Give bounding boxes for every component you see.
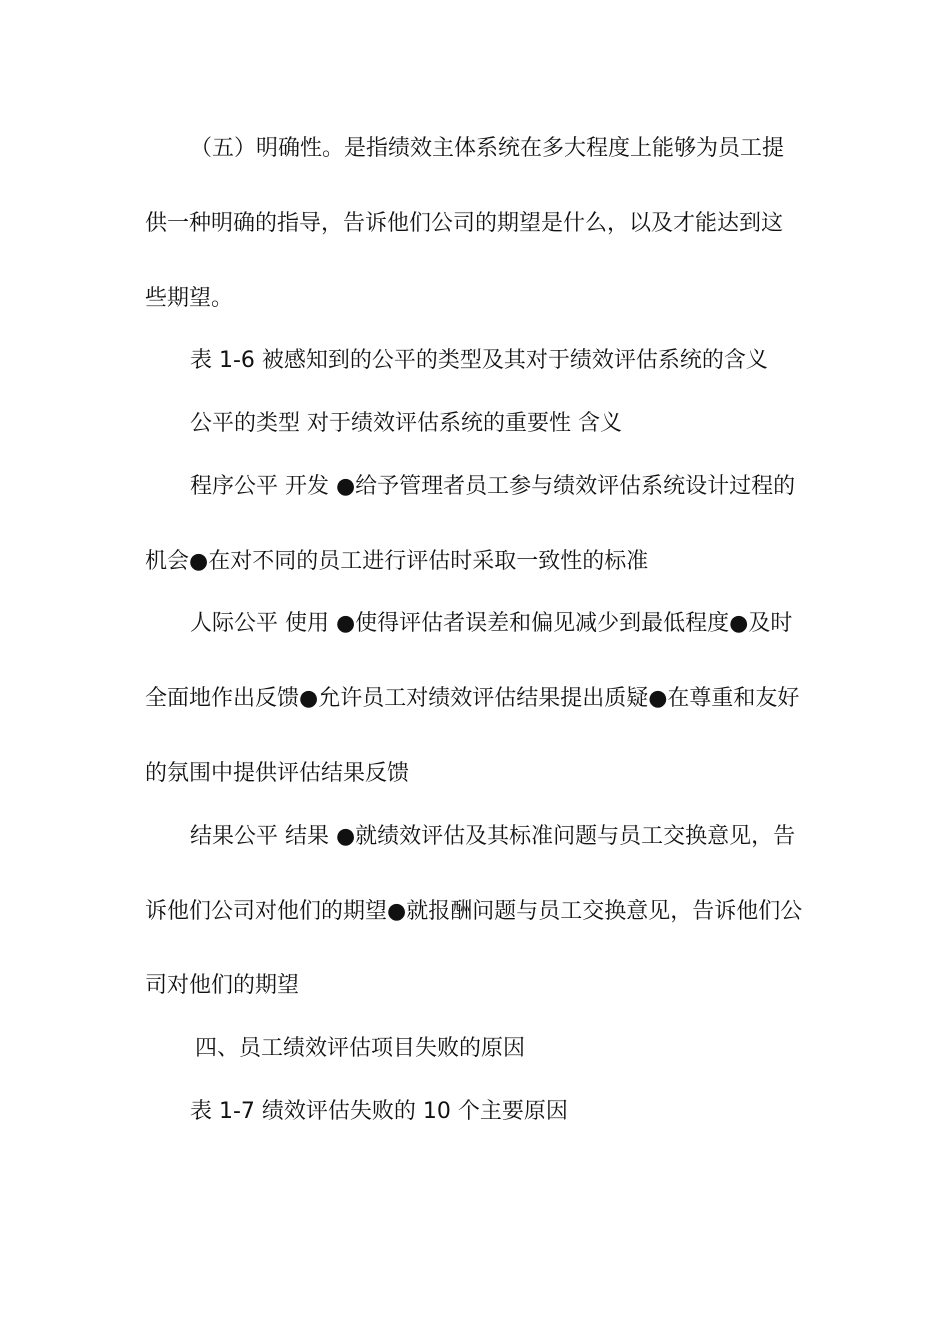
table-caption: 表 1-6 被感知到的公平的类型及其对于绩效评估系统的含义 [190, 348, 768, 373]
table-row-line: 程序公平 开发 ●给予管理者员工参与绩效评估系统设计过程的 [190, 474, 796, 499]
table-row-line: 诉他们公司对他们的期望●就报酬问题与员工交换意见，告诉他们公 [145, 899, 803, 924]
paragraph-line: 供一种明确的指导，告诉他们公司的期望是什么，以及才能达到这 [145, 211, 784, 236]
table-row-line: 司对他们的期望 [145, 973, 300, 998]
table-row-line: 全面地作出反馈●允许员工对绩效评估结果提出质疑●在尊重和友好 [145, 686, 800, 711]
table-caption: 表 1-7 绩效评估失败的 10 个主要原因 [190, 1099, 568, 1124]
paragraph-line: 些期望。 [145, 286, 234, 311]
paragraph-line: （五）明确性。是指绩效主体系统在多大程度上能够为员工提 [190, 136, 785, 161]
table-row-line: 人际公平 使用 ●使得评估者误差和偏见减少到最低程度●及时 [190, 611, 793, 636]
table-row-line: 机会●在对不同的员工进行评估时采取一致性的标准 [145, 549, 649, 574]
table-row-line: 结果公平 结果 ●就绩效评估及其标准问题与员工交换意见，告 [190, 824, 796, 849]
table-header-row: 公平的类型 对于绩效评估系统的重要性 含义 [190, 411, 622, 436]
table-row-line: 的氛围中提供评估结果反馈 [145, 761, 410, 786]
section-heading: 四、员工绩效评估项目失败的原因 [195, 1036, 526, 1061]
